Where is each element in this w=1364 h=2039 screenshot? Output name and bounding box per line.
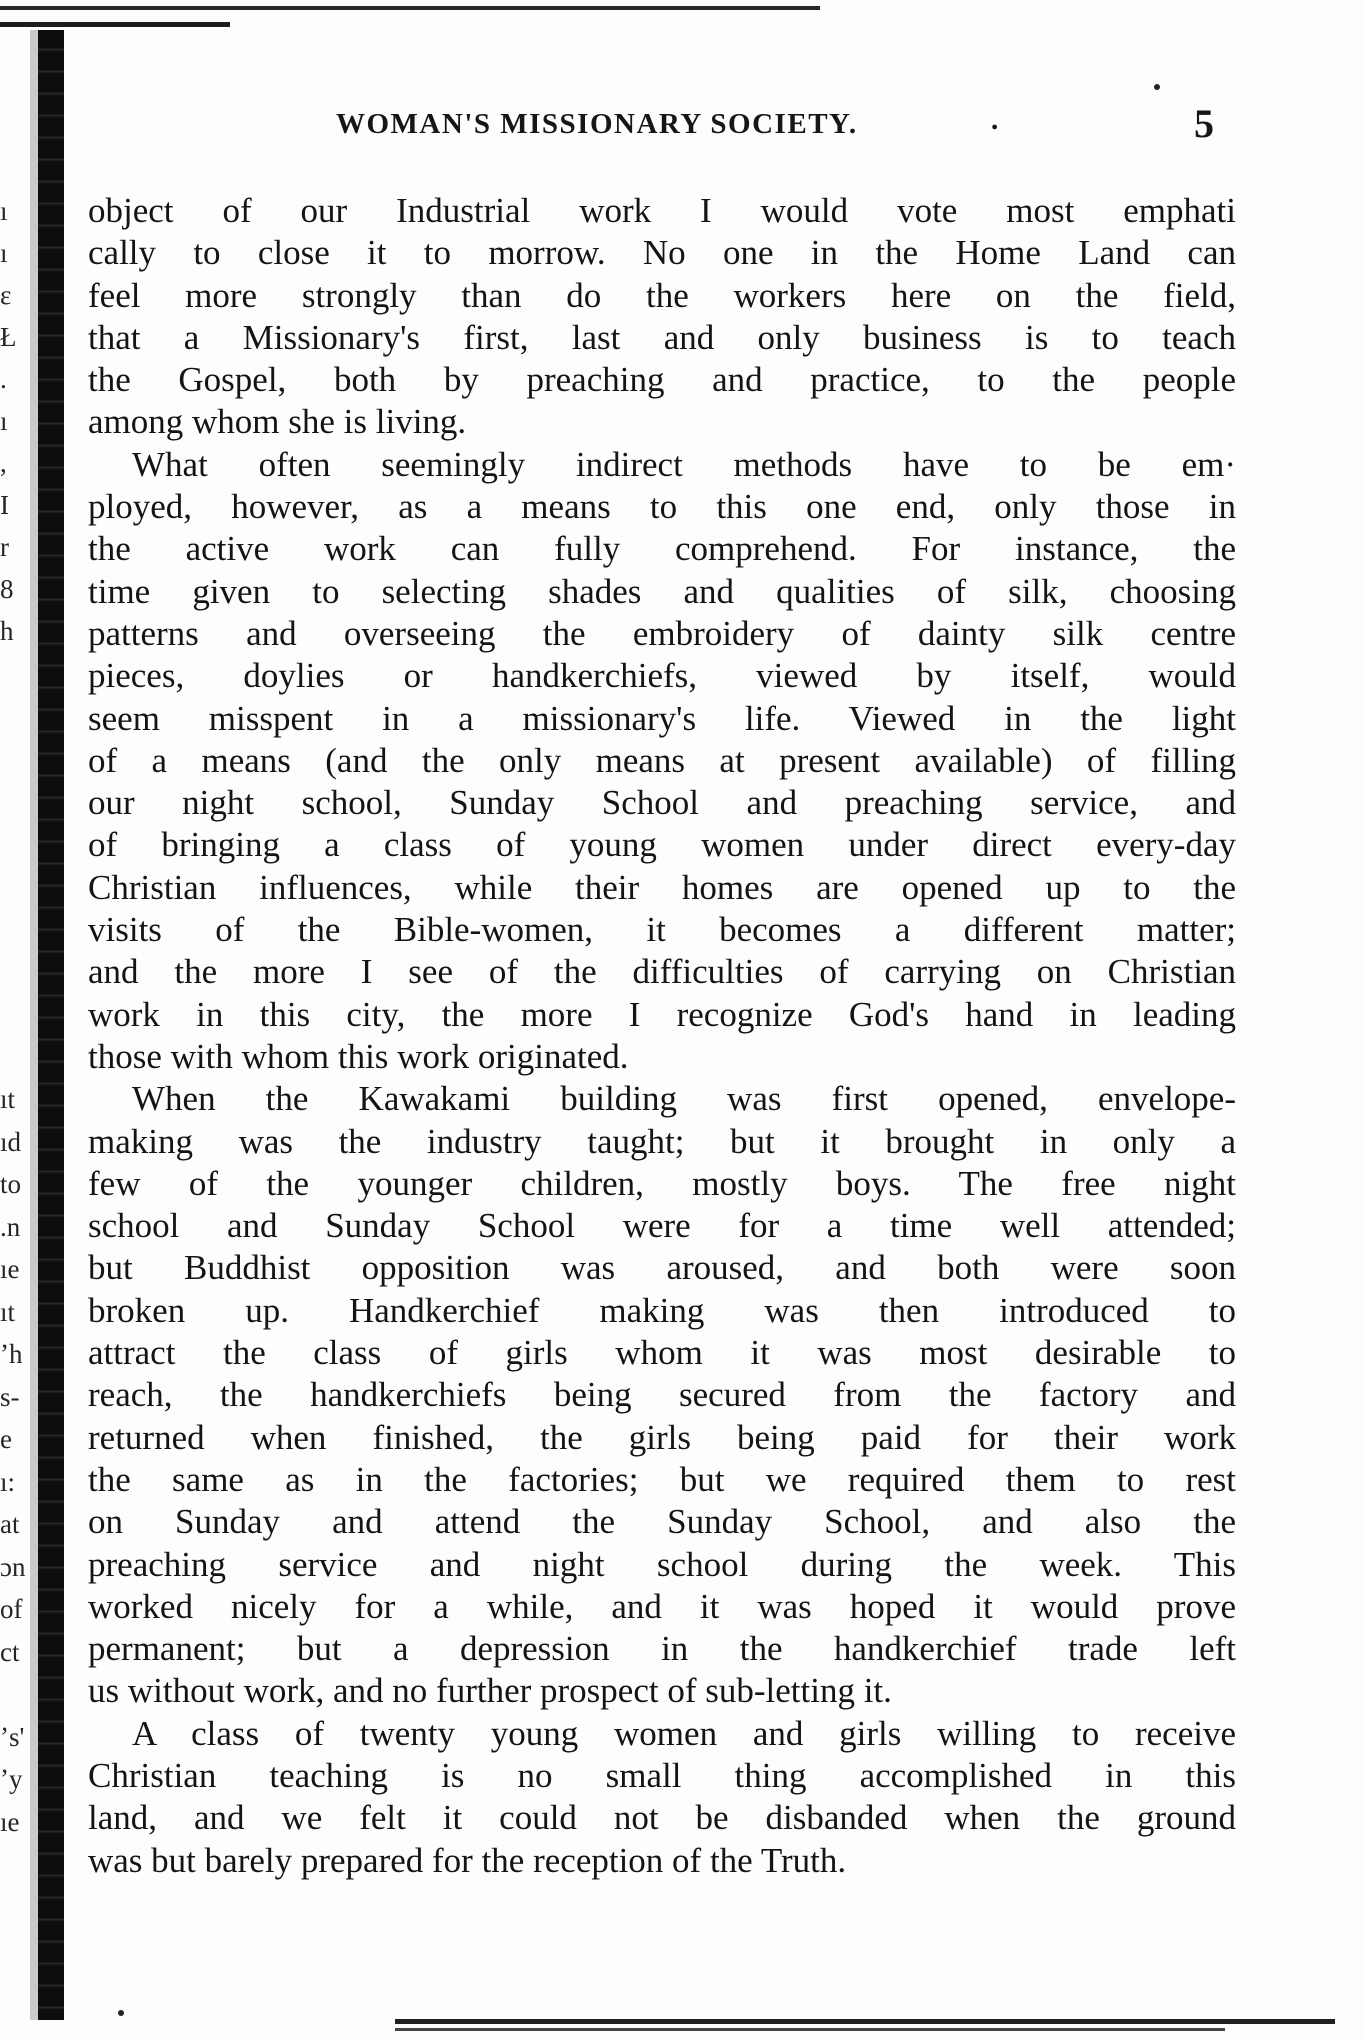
text-line: attract the class of girls whom it was most desirable to bbox=[88, 1333, 1236, 1373]
text-line: of a means (and the only means at present available) of filling bbox=[88, 740, 1236, 780]
facing-fragment: to bbox=[0, 1169, 22, 1199]
facing-fragment: of bbox=[0, 1594, 23, 1624]
facing-fragment: Ł bbox=[0, 322, 17, 352]
facing-fragment: ıd bbox=[0, 1126, 22, 1157]
facing-fragment: ı bbox=[0, 196, 8, 226]
facing-fragment: ıe bbox=[0, 1254, 20, 1284]
text-line: and the more I see of the difficulties of carrying on Christian bbox=[88, 952, 1236, 992]
text-line: but Buddhist opposition was aroused, and both were soon bbox=[88, 1248, 1236, 1288]
facing-fragment: ı: bbox=[0, 1466, 16, 1497]
text-line: seem misspent in a missionary's life. Viewed in the light bbox=[88, 698, 1236, 738]
text-line: broken up. Handkerchief making was then introduced to bbox=[88, 1290, 1236, 1330]
page-number: 5 bbox=[1194, 101, 1214, 146]
text-line: of bringing a class of young women under direct every-day bbox=[88, 825, 1236, 865]
facing-fragment: ct bbox=[0, 1636, 20, 1667]
running-header bbox=[88, 100, 1228, 150]
text-line: the active work can fully comprehend. For instance, the bbox=[88, 529, 1236, 569]
paragraph-3 bbox=[88, 1078, 1236, 1712]
facing-fragment: at bbox=[0, 1509, 20, 1539]
facing-fragment: r bbox=[0, 532, 9, 562]
text-line: ployed, however, as a means to this one end, only those in bbox=[88, 487, 1236, 527]
facing-fragment: ʼy bbox=[0, 1764, 23, 1794]
text-line: making was the industry taught; but it brought in only a bbox=[88, 1121, 1236, 1161]
facing-fragment: ɔn bbox=[0, 1551, 26, 1582]
facing-fragment: ı bbox=[0, 238, 8, 268]
text-line: object of our Industrial work I would vote most emphati bbox=[88, 191, 1236, 230]
text-line: cally to close it to morrow. No one in the Home Land can bbox=[88, 233, 1236, 273]
facing-fragment: ıt bbox=[0, 1296, 16, 1327]
top-rule-fragment bbox=[0, 22, 230, 27]
text-line: time given to selecting shades and qualities of silk, choosing bbox=[88, 571, 1236, 611]
bottom-rule-fragment bbox=[395, 2028, 1225, 2031]
facing-fragment: ı bbox=[0, 406, 8, 436]
facing-fragment: 8 bbox=[0, 574, 14, 604]
paragraph-1 bbox=[88, 190, 1236, 444]
facing-fragment: e bbox=[0, 1424, 12, 1454]
facing-fragment: . bbox=[0, 364, 7, 394]
text-line: those with whom this work originated. bbox=[88, 1036, 629, 1076]
facing-page-fragments-lower bbox=[0, 1078, 36, 1843]
running-title: WOMAN'S MISSIONARY SOCIETY. bbox=[336, 108, 858, 140]
facing-fragment: ʼs' bbox=[0, 1721, 25, 1752]
text-line: worked nicely for a while, and it was hoped it would prove bbox=[88, 1586, 1236, 1626]
text-line: Christian teaching is no small thing accomplished in this bbox=[88, 1755, 1236, 1795]
text-line: our night school, Sunday School and preaching service, and bbox=[88, 783, 1236, 823]
text-line: When the Kawakami building was first opened, envelope- bbox=[132, 1079, 1236, 1119]
body-text bbox=[88, 190, 1236, 1882]
ink-speck bbox=[118, 2010, 124, 2016]
top-rule bbox=[0, 6, 820, 10]
header-trailing-mark: . bbox=[991, 104, 999, 136]
text-line: returned when finished, the girls being paid for their work bbox=[88, 1417, 1236, 1457]
text-line: Christian influences, while their homes are opened up to the bbox=[88, 867, 1236, 907]
paragraph-2 bbox=[88, 444, 1236, 1078]
text-line: reach, the handkerchiefs being secured from the factory and bbox=[88, 1375, 1236, 1415]
ink-speck bbox=[1154, 84, 1160, 90]
text-line: among whom she is living. bbox=[88, 402, 467, 442]
facing-fragment: s- bbox=[0, 1381, 20, 1412]
text-line: few of the younger children, mostly boys. The free night bbox=[88, 1163, 1236, 1203]
facing-fragment: ıe bbox=[0, 1806, 20, 1837]
text-line: visits of the Bible-women, it becomes a different matter; bbox=[88, 910, 1236, 950]
text-line: on Sunday and attend the Sunday School, and also the bbox=[88, 1502, 1236, 1542]
facing-fragment: ε bbox=[0, 280, 12, 310]
text-line: the Gospel, both by preaching and practice, to the people bbox=[88, 360, 1236, 400]
text-line: preaching service and night school during the week. This bbox=[88, 1544, 1236, 1584]
bottom-rule bbox=[395, 2019, 1335, 2024]
facing-fragment: , bbox=[0, 448, 7, 478]
binding-gutter bbox=[38, 30, 64, 2020]
facing-fragment: ıt bbox=[0, 1084, 16, 1114]
text-line: What often seemingly indirect methods have to be em· bbox=[132, 444, 1236, 484]
paragraph-4 bbox=[88, 1713, 1236, 1882]
text-line: work in this city, the more I recognize God's hand in leading bbox=[88, 994, 1236, 1034]
text-line: that a Missionary's first, last and only business is to teach bbox=[88, 317, 1236, 357]
text-line: permanent; but a depression in the handkerchief trade left bbox=[88, 1629, 1236, 1669]
text-line: feel more strongly than do the workers here on the field, bbox=[88, 275, 1236, 315]
text-line: land, and we felt it could not be disbanded when the ground bbox=[88, 1798, 1236, 1838]
text-line: school and Sunday School were for a time well attended; bbox=[88, 1206, 1236, 1246]
facing-fragment bbox=[0, 1673, 36, 1716]
text-line: us without work, and no further prospect of sub-letting it. bbox=[88, 1671, 892, 1711]
text-line: pieces, doylies or handkerchiefs, viewed by itself, would bbox=[88, 656, 1236, 696]
facing-fragment: h bbox=[0, 616, 14, 646]
text-line: was but barely prepared for the reception of the Truth. bbox=[88, 1840, 847, 1880]
facing-fragment: I bbox=[0, 490, 9, 520]
text-line: A class of twenty young women and girls willing to receive bbox=[132, 1713, 1236, 1753]
facing-fragment: ʼh bbox=[0, 1339, 23, 1369]
text-line: patterns and overseeing the embroidery of dainty silk centre bbox=[88, 613, 1236, 653]
facing-page-fragments-upper bbox=[0, 190, 30, 652]
facing-fragment: .n bbox=[0, 1211, 21, 1242]
text-line: the same as in the factories; but we required them to rest bbox=[88, 1459, 1236, 1499]
